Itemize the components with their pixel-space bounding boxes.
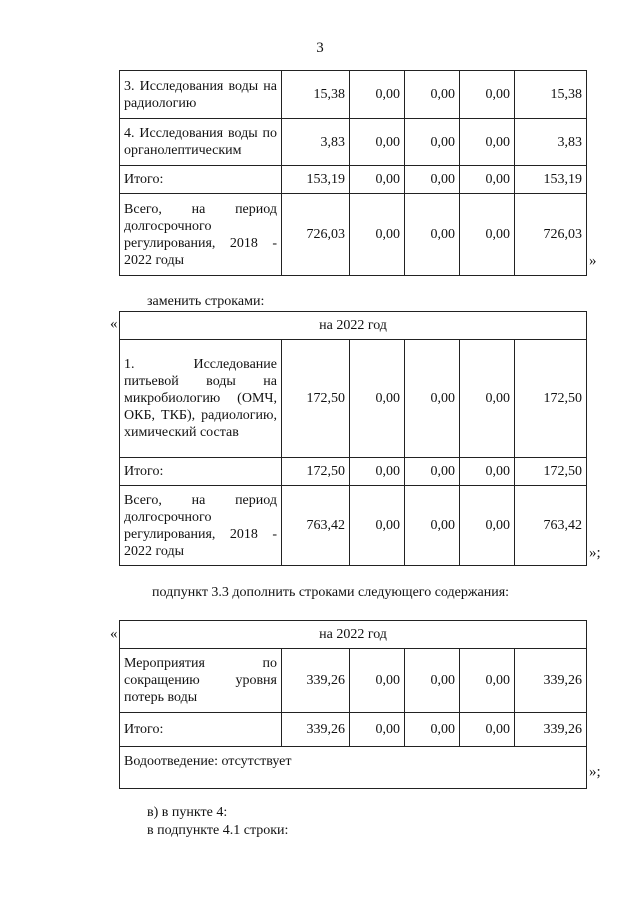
- closing-quote: »: [589, 253, 597, 269]
- cell-value: 172,50: [515, 458, 587, 486]
- row-label: 1. Исследование питьевой воды на микробиологию (ОМЧ, ОКБ, ТКБ), радиологию, химический состав: [120, 340, 282, 458]
- cell-value: 0,00: [350, 713, 405, 747]
- cell-value: 0,00: [350, 119, 405, 166]
- table-header-row: [120, 621, 587, 649]
- cell-value: 0,00: [405, 166, 460, 194]
- cell-value: 0,00: [460, 458, 515, 486]
- row-label: Итого:: [120, 458, 282, 486]
- row-label: Водоотведение: отсутствует: [120, 747, 587, 789]
- cell-value: 0,00: [460, 71, 515, 119]
- cell-value: 0,00: [405, 119, 460, 166]
- cell-value: 172,50: [282, 458, 350, 486]
- cell-value: 0,00: [405, 486, 460, 566]
- cell-value: 0,00: [350, 486, 405, 566]
- paragraph: заменить строками:: [147, 294, 265, 309]
- table-row: [120, 340, 587, 458]
- paragraph: подпункт 3.3 дополнить строками следующего содержания:: [152, 585, 510, 600]
- table-row: [120, 71, 587, 119]
- page-number: 3: [316, 40, 324, 56]
- cell-value: 0,00: [405, 340, 460, 458]
- closing-quote: »;: [589, 764, 601, 780]
- row-label: 3. Исследования воды на радиологию: [120, 71, 282, 119]
- opening-quote: «: [110, 316, 118, 332]
- cell-value: 0,00: [405, 194, 460, 276]
- row-label: Всего, на период долгосрочного регулирования, 2018 - 2022 годы: [120, 194, 282, 276]
- cell-value: 0,00: [405, 71, 460, 119]
- closing-quote: »;: [589, 545, 601, 561]
- cell-value: 0,00: [460, 340, 515, 458]
- row-label: 4. Исследования воды по органолептическим: [120, 119, 282, 166]
- cell-value: 0,00: [405, 649, 460, 713]
- opening-quote: «: [110, 626, 118, 642]
- table-row: [120, 458, 587, 486]
- cell-value: 172,50: [515, 340, 587, 458]
- table-header-row: [120, 312, 587, 340]
- cell-value: 339,26: [515, 649, 587, 713]
- table-header: на 2022 год: [120, 312, 587, 340]
- paragraph: в) в пункте 4:: [147, 805, 228, 820]
- cell-value: 0,00: [350, 340, 405, 458]
- cell-value: 339,26: [515, 713, 587, 747]
- paragraph: в подпункте 4.1 строки:: [147, 823, 289, 838]
- table-row: [120, 713, 587, 747]
- cell-value: 763,42: [515, 486, 587, 566]
- table-row: [120, 649, 587, 713]
- cell-value: 763,42: [282, 486, 350, 566]
- table-header: на 2022 год: [120, 621, 587, 649]
- cell-value: 726,03: [282, 194, 350, 276]
- cell-value: 3,83: [282, 119, 350, 166]
- table-row: [120, 166, 587, 194]
- row-label: Итого:: [120, 166, 282, 194]
- table-row: [120, 486, 587, 566]
- row-label: Мероприятия по сокращению уровня потерь воды: [120, 649, 282, 713]
- cell-value: 0,00: [350, 649, 405, 713]
- cell-value: 172,50: [282, 340, 350, 458]
- cell-value: 0,00: [460, 166, 515, 194]
- cell-value: 153,19: [515, 166, 587, 194]
- cell-value: 15,38: [282, 71, 350, 119]
- row-label: Всего, на период долгосрочного регулирования, 2018 - 2022 годы: [120, 486, 282, 566]
- cell-value: 0,00: [460, 486, 515, 566]
- cell-value: 0,00: [350, 71, 405, 119]
- cell-value: 726,03: [515, 194, 587, 276]
- table-row: [120, 747, 587, 789]
- cell-value: 153,19: [282, 166, 350, 194]
- cell-value: 0,00: [460, 713, 515, 747]
- cell-value: 339,26: [282, 713, 350, 747]
- table-2: [119, 311, 587, 566]
- table-row: [120, 194, 587, 276]
- cell-value: 0,00: [350, 194, 405, 276]
- cell-value: 0,00: [405, 458, 460, 486]
- cell-value: 339,26: [282, 649, 350, 713]
- cell-value: 0,00: [405, 713, 460, 747]
- table-3: [119, 620, 587, 789]
- cell-value: 0,00: [350, 458, 405, 486]
- row-label: Итого:: [120, 713, 282, 747]
- cell-value: 15,38: [515, 71, 587, 119]
- cell-value: 0,00: [460, 649, 515, 713]
- cell-value: 0,00: [460, 194, 515, 276]
- cell-value: 0,00: [460, 119, 515, 166]
- cell-value: 3,83: [515, 119, 587, 166]
- cell-value: 0,00: [350, 166, 405, 194]
- table-row: [120, 119, 587, 166]
- table-1: [119, 70, 587, 276]
